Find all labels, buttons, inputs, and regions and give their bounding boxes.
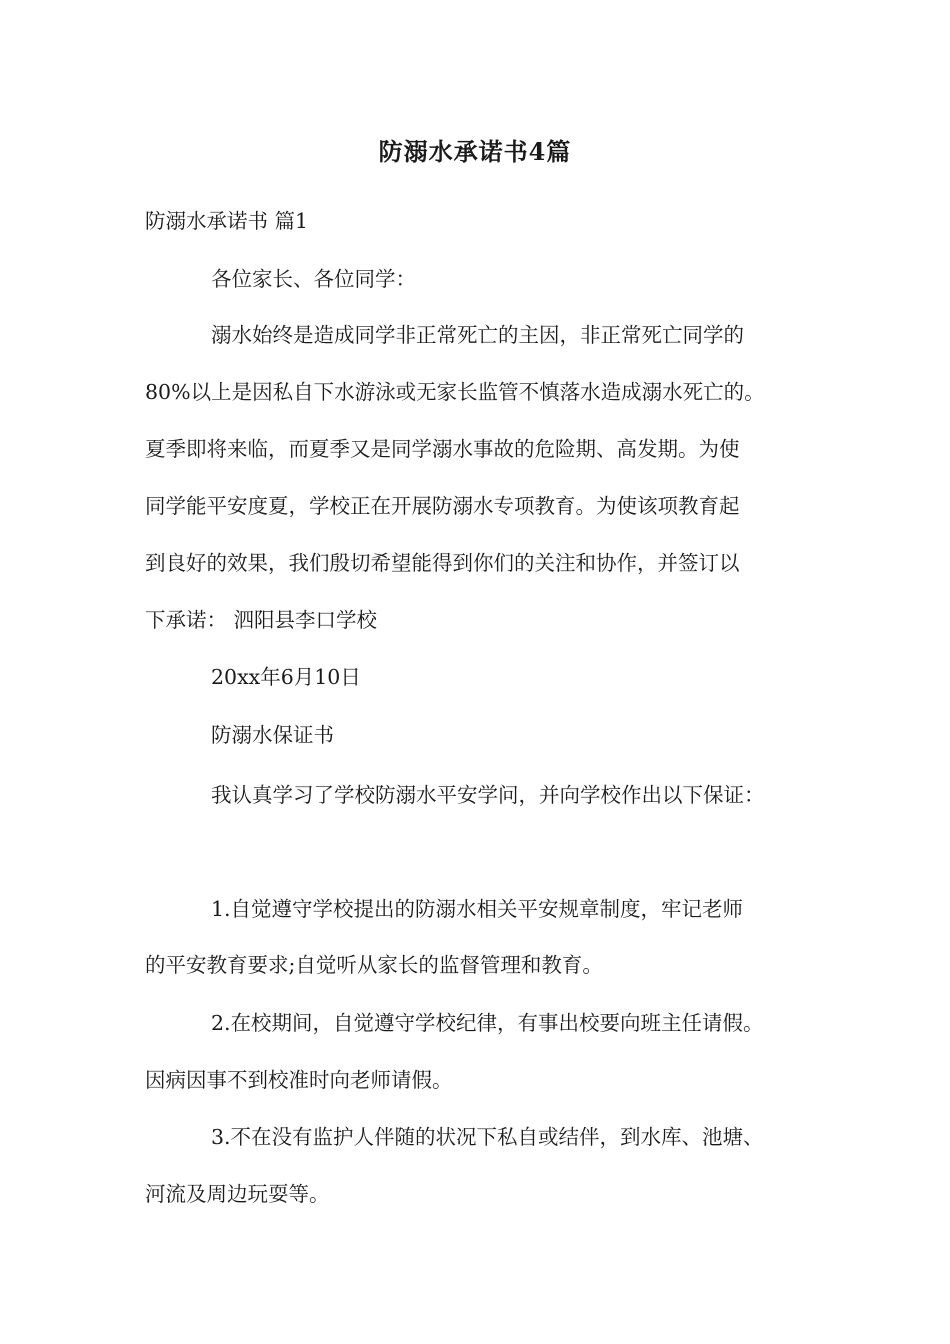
subheading: 防溺水保证书 xyxy=(211,723,334,747)
list-item-line: 3.不在没有监护人伴随的状况下私自或结伴，到水库、池塘、 xyxy=(211,1125,764,1149)
paragraph-line: 夏季即将来临，而夏季又是同学溺水事故的危险期、高发期。为使 xyxy=(145,437,740,461)
paragraph-line: 同学能平安度夏，学校正在开展防溺水专项教育。为使该项教育起 xyxy=(145,494,740,518)
document-title: 防溺水承诺书4篇 xyxy=(378,137,572,166)
list-item-line: 1.自觉遵守学校提出的防溺水相关平安规章制度，牢记老师 xyxy=(211,897,744,921)
paragraph-line: 到良好的效果，我们殷切希望能得到你们的关注和协作，并签订以 xyxy=(145,551,740,575)
list-item-line: 因病因事不到校准时向老师请假。 xyxy=(145,1068,453,1092)
list-item-line: 2.在校期间，自觉遵守学校纪律，有事出校要向班主任请假。 xyxy=(211,1011,764,1035)
section-heading: 防溺水承诺书 篇1 xyxy=(145,209,309,233)
paragraph-line: 我认真学习了学校防溺水平安学问，并向学校作出以下保证： xyxy=(211,783,765,807)
date-line: 20xx年6月10日 xyxy=(211,665,361,689)
paragraph-line: 80%以上是因私自下水游泳或无家长监管不慎落水造成溺水死亡的。 xyxy=(145,380,765,404)
list-item-line: 的平安教育要求;自觉听从家长的监督管理和教育。 xyxy=(145,953,603,977)
list-item-line: 河流及周边玩耍等。 xyxy=(145,1182,330,1206)
paragraph-line: 溺水始终是造成同学非正常死亡的主因，非正常死亡同学的 xyxy=(211,323,744,347)
salutation: 各位家长、各位同学： xyxy=(211,267,416,291)
paragraph-line: 下承诺： 泗阳县李口学校 xyxy=(145,608,378,632)
